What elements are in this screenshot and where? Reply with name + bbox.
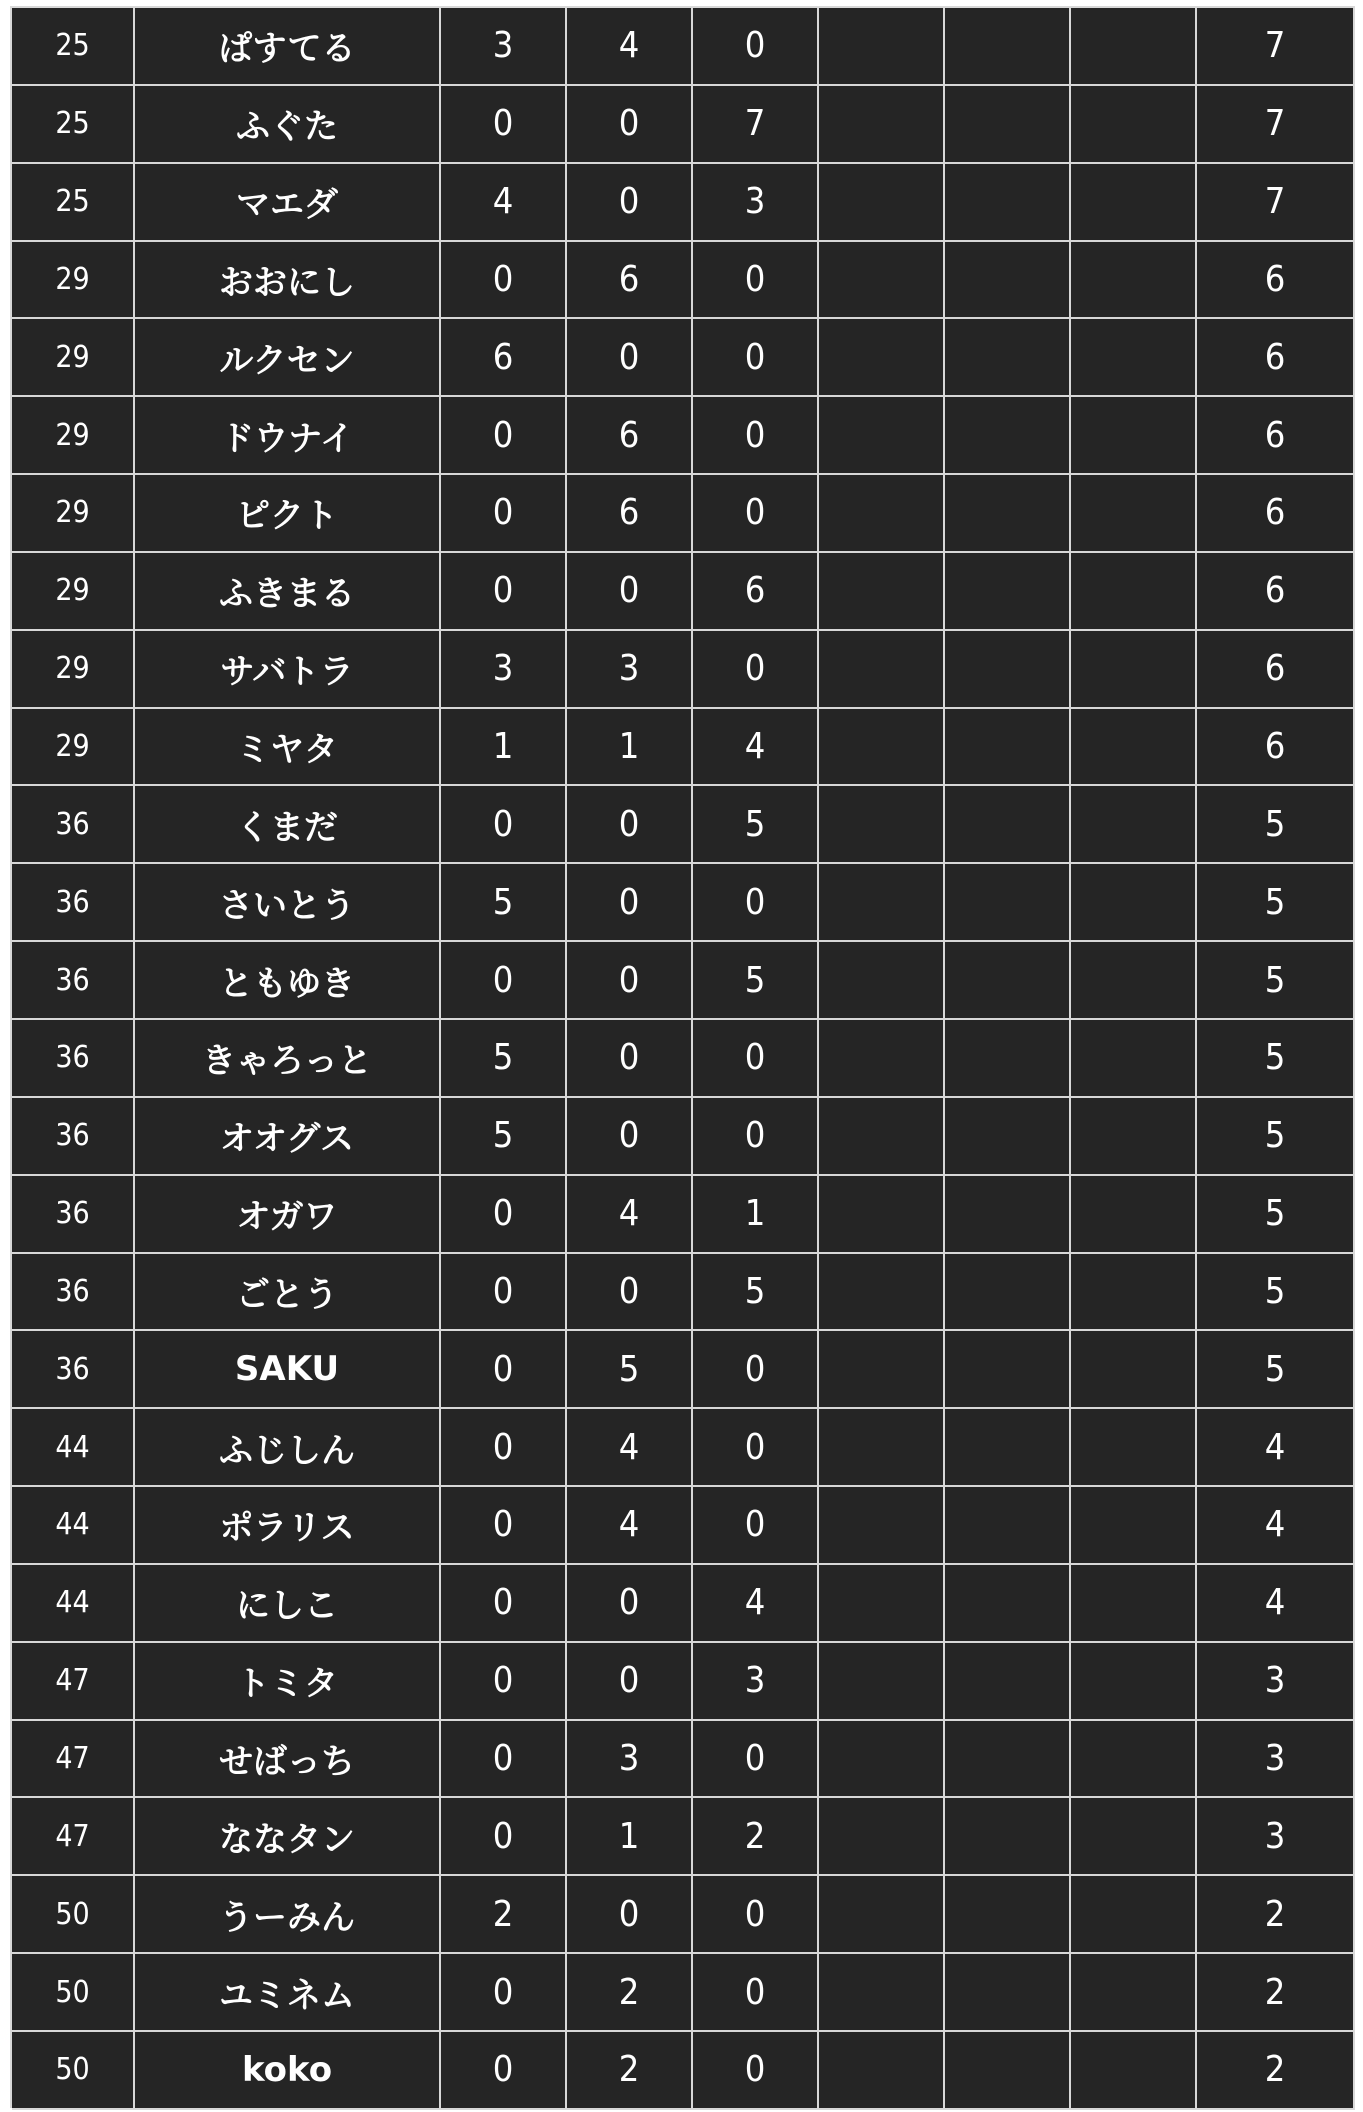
score-cell-4 bbox=[819, 709, 945, 787]
score-cell-3: 2 bbox=[693, 1798, 819, 1876]
score-cell-3: 0 bbox=[693, 1098, 819, 1176]
score-cell-6 bbox=[1071, 8, 1197, 86]
total-cell: 5 bbox=[1197, 1254, 1355, 1332]
player-name-cell: うーみん bbox=[135, 1876, 441, 1954]
score-cell-6 bbox=[1071, 1020, 1197, 1098]
score-cell-6 bbox=[1071, 1331, 1197, 1409]
score-cell-3: 0 bbox=[693, 1954, 819, 2032]
table-row bbox=[12, 86, 1355, 164]
total-cell: 6 bbox=[1197, 397, 1355, 475]
score-cell-2: 4 bbox=[567, 1487, 693, 1565]
table-row bbox=[12, 864, 1355, 942]
score-cell-3: 0 bbox=[693, 242, 819, 320]
score-cell-5 bbox=[945, 1254, 1071, 1332]
score-cell-2: 3 bbox=[567, 631, 693, 709]
score-cell-6 bbox=[1071, 1798, 1197, 1876]
total-cell: 7 bbox=[1197, 8, 1355, 86]
score-cell-2: 0 bbox=[567, 786, 693, 864]
score-cell-5 bbox=[945, 2032, 1071, 2110]
score-cell-1: 3 bbox=[441, 8, 567, 86]
total-cell: 5 bbox=[1197, 942, 1355, 1020]
rank-cell: 50 bbox=[12, 2032, 135, 2110]
player-name-cell: ごとう bbox=[135, 1254, 441, 1332]
score-cell-2: 0 bbox=[567, 1020, 693, 1098]
score-cell-5 bbox=[945, 164, 1071, 242]
table-row bbox=[12, 1409, 1355, 1487]
rank-cell: 36 bbox=[12, 942, 135, 1020]
score-cell-6 bbox=[1071, 786, 1197, 864]
score-cell-5 bbox=[945, 864, 1071, 942]
score-cell-2: 6 bbox=[567, 475, 693, 553]
score-cell-3: 0 bbox=[693, 1876, 819, 1954]
score-cell-1: 0 bbox=[441, 553, 567, 631]
table-row bbox=[12, 1020, 1355, 1098]
score-cell-4 bbox=[819, 86, 945, 164]
total-cell: 5 bbox=[1197, 1176, 1355, 1254]
table-row bbox=[12, 1176, 1355, 1254]
score-cell-4 bbox=[819, 242, 945, 320]
score-cell-5 bbox=[945, 709, 1071, 787]
score-cell-6 bbox=[1071, 1721, 1197, 1799]
score-cell-2: 0 bbox=[567, 1098, 693, 1176]
score-cell-6 bbox=[1071, 864, 1197, 942]
table-row bbox=[12, 709, 1355, 787]
rank-cell: 36 bbox=[12, 1176, 135, 1254]
score-cell-2: 0 bbox=[567, 86, 693, 164]
score-cell-1: 0 bbox=[441, 1409, 567, 1487]
score-cell-3: 0 bbox=[693, 475, 819, 553]
score-cell-5 bbox=[945, 1487, 1071, 1565]
table-row bbox=[12, 2032, 1355, 2110]
score-cell-2: 1 bbox=[567, 1798, 693, 1876]
player-name-cell: ポラリス bbox=[135, 1487, 441, 1565]
score-cell-6 bbox=[1071, 1487, 1197, 1565]
score-cell-6 bbox=[1071, 1565, 1197, 1643]
score-cell-4 bbox=[819, 786, 945, 864]
score-cell-4 bbox=[819, 1876, 945, 1954]
score-cell-5 bbox=[945, 397, 1071, 475]
score-cell-6 bbox=[1071, 631, 1197, 709]
table-row bbox=[12, 242, 1355, 320]
score-cell-1: 0 bbox=[441, 1565, 567, 1643]
player-name-cell: くまだ bbox=[135, 786, 441, 864]
rank-cell: 36 bbox=[12, 864, 135, 942]
total-cell: 5 bbox=[1197, 786, 1355, 864]
score-cell-6 bbox=[1071, 319, 1197, 397]
table-row bbox=[12, 475, 1355, 553]
score-cell-5 bbox=[945, 631, 1071, 709]
score-cell-4 bbox=[819, 1643, 945, 1721]
score-cell-1: 4 bbox=[441, 164, 567, 242]
total-cell: 6 bbox=[1197, 475, 1355, 553]
total-cell: 3 bbox=[1197, 1721, 1355, 1799]
score-cell-2: 0 bbox=[567, 319, 693, 397]
score-cell-3: 3 bbox=[693, 1643, 819, 1721]
rank-cell: 47 bbox=[12, 1721, 135, 1799]
score-cell-6 bbox=[1071, 1954, 1197, 2032]
score-cell-1: 0 bbox=[441, 942, 567, 1020]
rank-cell: 25 bbox=[12, 164, 135, 242]
score-cell-6 bbox=[1071, 475, 1197, 553]
player-name-cell: おおにし bbox=[135, 242, 441, 320]
score-cell-2: 0 bbox=[567, 1565, 693, 1643]
table-row bbox=[12, 942, 1355, 1020]
table-row bbox=[12, 1487, 1355, 1565]
score-cell-2: 4 bbox=[567, 1176, 693, 1254]
player-name-cell: SAKU bbox=[135, 1331, 441, 1409]
score-cell-1: 0 bbox=[441, 2032, 567, 2110]
player-name-cell: ふじしん bbox=[135, 1409, 441, 1487]
table-row bbox=[12, 1721, 1355, 1799]
rank-cell: 29 bbox=[12, 553, 135, 631]
player-name-cell: ふきまる bbox=[135, 553, 441, 631]
score-cell-6 bbox=[1071, 709, 1197, 787]
rank-cell: 29 bbox=[12, 242, 135, 320]
rank-cell: 29 bbox=[12, 319, 135, 397]
score-cell-1: 0 bbox=[441, 242, 567, 320]
score-cell-1: 0 bbox=[441, 786, 567, 864]
score-cell-2: 0 bbox=[567, 1876, 693, 1954]
total-cell: 4 bbox=[1197, 1565, 1355, 1643]
score-cell-3: 1 bbox=[693, 1176, 819, 1254]
player-name-cell: マエダ bbox=[135, 164, 441, 242]
score-cell-4 bbox=[819, 1721, 945, 1799]
total-cell: 5 bbox=[1197, 1020, 1355, 1098]
rank-cell: 29 bbox=[12, 397, 135, 475]
table-row bbox=[12, 631, 1355, 709]
score-cell-1: 0 bbox=[441, 1487, 567, 1565]
score-cell-6 bbox=[1071, 942, 1197, 1020]
score-cell-1: 3 bbox=[441, 631, 567, 709]
table-row bbox=[12, 1643, 1355, 1721]
score-cell-5 bbox=[945, 553, 1071, 631]
score-cell-6 bbox=[1071, 242, 1197, 320]
score-cell-2: 1 bbox=[567, 709, 693, 787]
score-cell-1: 5 bbox=[441, 1098, 567, 1176]
score-cell-6 bbox=[1071, 1254, 1197, 1332]
score-cell-2: 6 bbox=[567, 397, 693, 475]
score-cell-1: 0 bbox=[441, 397, 567, 475]
score-cell-1: 2 bbox=[441, 1876, 567, 1954]
total-cell: 4 bbox=[1197, 1409, 1355, 1487]
score-cell-3: 7 bbox=[693, 86, 819, 164]
score-cell-6 bbox=[1071, 86, 1197, 164]
rank-cell: 36 bbox=[12, 1254, 135, 1332]
score-cell-1: 0 bbox=[441, 1331, 567, 1409]
score-cell-2: 0 bbox=[567, 942, 693, 1020]
player-name-cell: にしこ bbox=[135, 1565, 441, 1643]
score-cell-3: 0 bbox=[693, 864, 819, 942]
score-cell-5 bbox=[945, 1565, 1071, 1643]
score-cell-1: 0 bbox=[441, 1721, 567, 1799]
player-name-cell: サバトラ bbox=[135, 631, 441, 709]
rank-cell: 29 bbox=[12, 631, 135, 709]
table-row bbox=[12, 1876, 1355, 1954]
score-cell-3: 0 bbox=[693, 1331, 819, 1409]
rank-cell: 36 bbox=[12, 1098, 135, 1176]
score-cell-4 bbox=[819, 631, 945, 709]
score-cell-4 bbox=[819, 864, 945, 942]
score-cell-2: 0 bbox=[567, 1643, 693, 1721]
table-row bbox=[12, 8, 1355, 86]
player-name-cell: ルクセン bbox=[135, 319, 441, 397]
score-cell-5 bbox=[945, 1020, 1071, 1098]
score-cell-2: 0 bbox=[567, 864, 693, 942]
score-cell-1: 6 bbox=[441, 319, 567, 397]
table-row bbox=[12, 553, 1355, 631]
score-cell-1: 0 bbox=[441, 1954, 567, 2032]
table-row bbox=[12, 1331, 1355, 1409]
score-cell-2: 3 bbox=[567, 1721, 693, 1799]
player-name-cell: ななタン bbox=[135, 1798, 441, 1876]
rank-cell: 36 bbox=[12, 1331, 135, 1409]
score-cell-3: 4 bbox=[693, 709, 819, 787]
score-cell-2: 0 bbox=[567, 1254, 693, 1332]
total-cell: 6 bbox=[1197, 631, 1355, 709]
score-cell-4 bbox=[819, 164, 945, 242]
rank-cell: 25 bbox=[12, 86, 135, 164]
total-cell: 5 bbox=[1197, 864, 1355, 942]
rank-cell: 25 bbox=[12, 8, 135, 86]
score-cell-5 bbox=[945, 1098, 1071, 1176]
score-cell-6 bbox=[1071, 164, 1197, 242]
score-cell-4 bbox=[819, 319, 945, 397]
rank-cell: 36 bbox=[12, 1020, 135, 1098]
player-name-cell: オガワ bbox=[135, 1176, 441, 1254]
player-name-cell: ぱすてる bbox=[135, 8, 441, 86]
score-cell-3: 5 bbox=[693, 786, 819, 864]
score-cell-5 bbox=[945, 1876, 1071, 1954]
player-name-cell: トミタ bbox=[135, 1643, 441, 1721]
score-cell-3: 6 bbox=[693, 553, 819, 631]
score-cell-3: 3 bbox=[693, 164, 819, 242]
score-cell-5 bbox=[945, 86, 1071, 164]
score-cell-2: 6 bbox=[567, 242, 693, 320]
score-cell-1: 5 bbox=[441, 1020, 567, 1098]
total-cell: 3 bbox=[1197, 1643, 1355, 1721]
score-cell-3: 5 bbox=[693, 942, 819, 1020]
rank-cell: 47 bbox=[12, 1643, 135, 1721]
total-cell: 5 bbox=[1197, 1098, 1355, 1176]
score-cell-6 bbox=[1071, 1876, 1197, 1954]
score-cell-6 bbox=[1071, 553, 1197, 631]
player-name-cell: ミヤタ bbox=[135, 709, 441, 787]
score-cell-5 bbox=[945, 1798, 1071, 1876]
score-cell-2: 4 bbox=[567, 1409, 693, 1487]
score-cell-4 bbox=[819, 1409, 945, 1487]
score-cell-4 bbox=[819, 397, 945, 475]
score-cell-5 bbox=[945, 942, 1071, 1020]
score-cell-5 bbox=[945, 1176, 1071, 1254]
score-cell-5 bbox=[945, 475, 1071, 553]
score-cell-3: 0 bbox=[693, 631, 819, 709]
score-cell-3: 0 bbox=[693, 319, 819, 397]
rank-cell: 29 bbox=[12, 709, 135, 787]
score-cell-4 bbox=[819, 1954, 945, 2032]
score-cell-3: 0 bbox=[693, 397, 819, 475]
score-cell-6 bbox=[1071, 1409, 1197, 1487]
player-name-cell: ともゆき bbox=[135, 942, 441, 1020]
table-row bbox=[12, 1565, 1355, 1643]
score-cell-4 bbox=[819, 1331, 945, 1409]
player-name-cell: ドウナイ bbox=[135, 397, 441, 475]
player-name-cell: ピクト bbox=[135, 475, 441, 553]
score-cell-6 bbox=[1071, 2032, 1197, 2110]
total-cell: 6 bbox=[1197, 553, 1355, 631]
table-row bbox=[12, 319, 1355, 397]
score-cell-3: 0 bbox=[693, 8, 819, 86]
score-cell-4 bbox=[819, 1020, 945, 1098]
score-cell-4 bbox=[819, 1176, 945, 1254]
score-cell-2: 5 bbox=[567, 1331, 693, 1409]
score-cell-1: 0 bbox=[441, 475, 567, 553]
player-name-cell: koko bbox=[135, 2032, 441, 2110]
ranking-table bbox=[10, 6, 1355, 2108]
score-cell-3: 0 bbox=[693, 1721, 819, 1799]
rank-cell: 29 bbox=[12, 475, 135, 553]
total-cell: 4 bbox=[1197, 1487, 1355, 1565]
score-cell-2: 2 bbox=[567, 2032, 693, 2110]
score-cell-1: 5 bbox=[441, 864, 567, 942]
total-cell: 6 bbox=[1197, 319, 1355, 397]
score-cell-3: 0 bbox=[693, 1409, 819, 1487]
score-cell-5 bbox=[945, 1643, 1071, 1721]
score-cell-1: 1 bbox=[441, 709, 567, 787]
score-cell-1: 0 bbox=[441, 1254, 567, 1332]
score-cell-4 bbox=[819, 8, 945, 86]
score-cell-4 bbox=[819, 942, 945, 1020]
player-name-cell: さいとう bbox=[135, 864, 441, 942]
score-cell-4 bbox=[819, 2032, 945, 2110]
score-cell-6 bbox=[1071, 397, 1197, 475]
score-cell-1: 0 bbox=[441, 1798, 567, 1876]
table-row bbox=[12, 164, 1355, 242]
table-row bbox=[12, 1954, 1355, 2032]
total-cell: 6 bbox=[1197, 709, 1355, 787]
score-cell-5 bbox=[945, 786, 1071, 864]
total-cell: 5 bbox=[1197, 1331, 1355, 1409]
score-cell-6 bbox=[1071, 1098, 1197, 1176]
score-cell-6 bbox=[1071, 1643, 1197, 1721]
rank-cell: 44 bbox=[12, 1409, 135, 1487]
score-cell-1: 0 bbox=[441, 1176, 567, 1254]
score-cell-3: 0 bbox=[693, 1487, 819, 1565]
total-cell: 2 bbox=[1197, 1954, 1355, 2032]
score-cell-4 bbox=[819, 475, 945, 553]
total-cell: 3 bbox=[1197, 1798, 1355, 1876]
score-cell-1: 0 bbox=[441, 86, 567, 164]
score-cell-3: 0 bbox=[693, 1020, 819, 1098]
player-name-cell: きゃろっと bbox=[135, 1020, 441, 1098]
score-cell-2: 0 bbox=[567, 553, 693, 631]
rank-cell: 44 bbox=[12, 1565, 135, 1643]
score-cell-4 bbox=[819, 1254, 945, 1332]
score-cell-2: 0 bbox=[567, 164, 693, 242]
score-cell-5 bbox=[945, 8, 1071, 86]
score-cell-5 bbox=[945, 319, 1071, 397]
rank-cell: 50 bbox=[12, 1876, 135, 1954]
score-cell-4 bbox=[819, 1798, 945, 1876]
score-cell-1: 0 bbox=[441, 1643, 567, 1721]
score-cell-3: 5 bbox=[693, 1254, 819, 1332]
total-cell: 2 bbox=[1197, 2032, 1355, 2110]
rank-cell: 47 bbox=[12, 1798, 135, 1876]
score-cell-5 bbox=[945, 1331, 1071, 1409]
rank-cell: 44 bbox=[12, 1487, 135, 1565]
score-cell-4 bbox=[819, 1565, 945, 1643]
total-cell: 7 bbox=[1197, 164, 1355, 242]
score-cell-6 bbox=[1071, 1176, 1197, 1254]
player-name-cell: せばっち bbox=[135, 1721, 441, 1799]
table-row bbox=[12, 1098, 1355, 1176]
total-cell: 2 bbox=[1197, 1876, 1355, 1954]
score-cell-5 bbox=[945, 1954, 1071, 2032]
score-cell-2: 2 bbox=[567, 1954, 693, 2032]
table-row bbox=[12, 1254, 1355, 1332]
rank-cell: 50 bbox=[12, 1954, 135, 2032]
player-name-cell: オオグス bbox=[135, 1098, 441, 1176]
rank-cell: 36 bbox=[12, 786, 135, 864]
table-row bbox=[12, 1798, 1355, 1876]
score-cell-4 bbox=[819, 1098, 945, 1176]
total-cell: 7 bbox=[1197, 86, 1355, 164]
total-cell: 6 bbox=[1197, 242, 1355, 320]
score-cell-4 bbox=[819, 1487, 945, 1565]
score-cell-3: 4 bbox=[693, 1565, 819, 1643]
score-cell-4 bbox=[819, 553, 945, 631]
score-cell-5 bbox=[945, 1721, 1071, 1799]
table-row bbox=[12, 786, 1355, 864]
table-row bbox=[12, 397, 1355, 475]
score-cell-3: 0 bbox=[693, 2032, 819, 2110]
player-name-cell: ユミネム bbox=[135, 1954, 441, 2032]
score-cell-2: 4 bbox=[567, 8, 693, 86]
score-cell-5 bbox=[945, 1409, 1071, 1487]
player-name-cell: ふぐた bbox=[135, 86, 441, 164]
score-cell-5 bbox=[945, 242, 1071, 320]
